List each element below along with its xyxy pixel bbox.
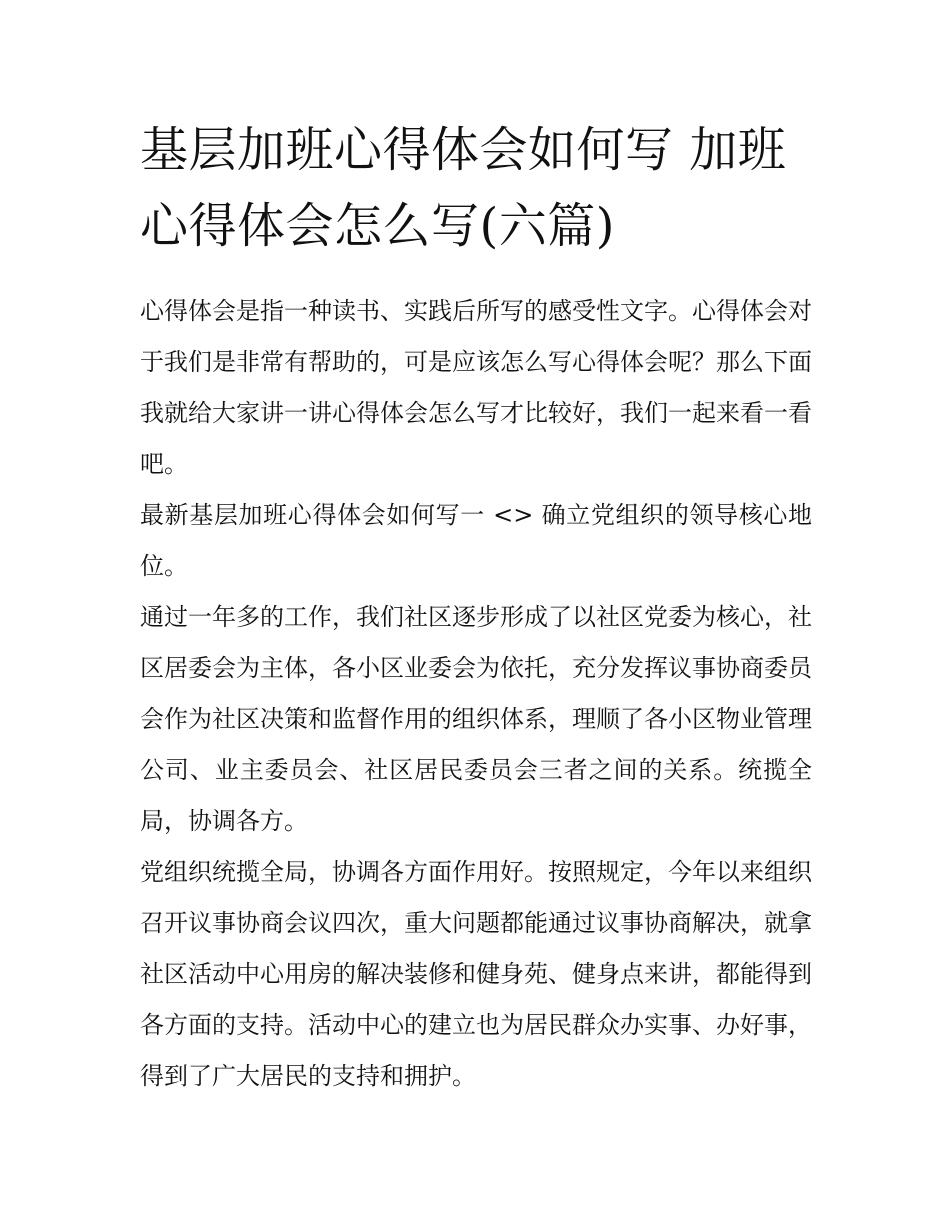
paragraph-intro: 心得体会是指一种读书、实践后所写的感受性文字。心得体会对于我们是非常有帮助的，可是应该怎么写心得体会呢？那么下面我就给大家讲一讲心得体会怎么写才比较好，我们一起来看一看吧。 [140,297,812,478]
document-title: 基层加班心得体会如何写 加班心得体会怎么写(六篇) [140,122,787,254]
paragraph-organization: 通过一年多的工作，我们社区逐步形成了以社区党委为核心，社区居委会为主体，各小区业委会为依托，充分发挥议事协商委员会作为社区决策和监督作用的组织体系，理顺了各小区物业管理公司、业主委员会、社区居民委员会三者之间的关系。统揽全局，协调各方。 [140,603,812,835]
paragraph-coordination: 党组织统揽全局，协调各方面作用好。按照规定，今年以来组织召开议事协商会议四次，重大问题都能通过议事协商解决，就拿社区活动中心用房的解决装修和健身苑、健身点来讲，都能得到各方面的支持。活动中心的建立也为居民群众办实事、办好事，得到了广大居民的支持和拥护。 [140,858,812,1090]
paragraph-section-heading: 最新基层加班心得体会如何写一 <> 确立党组织的领导核心地位。 [140,501,812,580]
document-body [140,112,812,1102]
title-spacer [140,264,812,286]
